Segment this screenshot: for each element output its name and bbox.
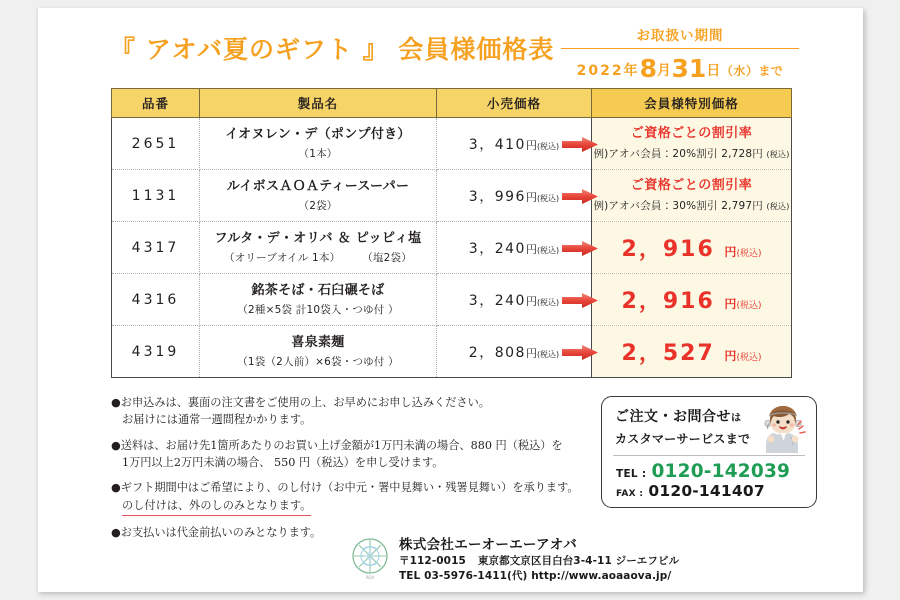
- company-postal: 〒112-0015: [399, 554, 466, 567]
- contact-tel-line: [616, 461, 816, 482]
- table-row: [112, 274, 792, 326]
- column-header-name: 製品名: [200, 89, 437, 118]
- table-row: [112, 222, 792, 274]
- tax-note: (税込): [536, 141, 560, 151]
- member-discount-example: 例)アオバ会員：20%割引 2,728円 (税込): [593, 147, 790, 160]
- cell-product-name: [200, 274, 437, 326]
- period-day: 31: [671, 54, 707, 83]
- cell-product-code: 4319: [112, 326, 200, 378]
- customer-service-operator-icon: [757, 401, 809, 453]
- contact-numbers: [602, 456, 816, 501]
- tax-note: (税込): [736, 301, 762, 311]
- contact-fax-line: [616, 482, 816, 501]
- cell-product-name: [200, 326, 437, 378]
- cell-product-name: [200, 170, 437, 222]
- cell-member-price: [592, 222, 792, 274]
- product-name: ルイボスＡＯＡティースーパー: [226, 179, 410, 195]
- svg-text:AOA: AOA: [365, 575, 375, 580]
- note-line-primary: ●送料は、お届け先1箇所あたりのお買い上げ金額が1万円未満の場合、880 円（税込）を: [111, 438, 563, 452]
- notes-list: [111, 394, 591, 550]
- contact-heading-particle: は: [731, 413, 742, 424]
- cell-member-price: [592, 326, 792, 378]
- period-month-unit: 月: [657, 63, 672, 79]
- column-header-member: 会員様特別価格: [592, 89, 792, 118]
- company-info: [399, 536, 679, 583]
- member-price: 2，527 円(税込): [621, 341, 762, 366]
- cell-product-code: 2651: [112, 118, 200, 170]
- note-item: [111, 437, 591, 472]
- period-suffix: まで: [758, 64, 784, 78]
- yen-unit: 円: [525, 346, 537, 360]
- table-row: [112, 118, 792, 170]
- handling-period-block: [555, 24, 805, 83]
- product-name: フルタ・デ・オリバ ＆ ピッピィ塩: [214, 231, 422, 247]
- tax-note: (税込): [536, 193, 560, 203]
- note-line-primary: ●お支払いは代金前払いのみとなります。: [111, 526, 322, 540]
- note-item: [111, 479, 591, 516]
- tax-note: (税込): [736, 249, 762, 259]
- table-header-row: [112, 89, 792, 118]
- product-sub-description: （オリーブオイル 1本） （塩2袋）: [224, 251, 412, 264]
- tax-note: (税込): [766, 201, 790, 211]
- contact-tel-number[interactable]: 0120-142039: [651, 461, 791, 482]
- note-line-secondary: のし付けは、外のしのみとなります。: [111, 497, 591, 516]
- period-year: 2022年: [576, 63, 640, 79]
- period-day-unit: 日: [706, 63, 721, 79]
- company-address: [399, 554, 679, 569]
- contact-tel-label: TEL :: [616, 468, 647, 480]
- yen-unit: 円: [724, 349, 737, 363]
- company-logo-icon: [348, 536, 392, 582]
- price-table: [111, 88, 792, 378]
- yen-unit: 円: [525, 138, 537, 152]
- handling-period-date: [555, 54, 805, 83]
- contact-box: [601, 396, 817, 508]
- price-table-body: [112, 118, 792, 378]
- table-row: [112, 326, 792, 378]
- note-line-secondary: お届けには通常一週間程かかります。: [122, 413, 312, 427]
- member-price: 2，916 円(税込): [621, 237, 762, 262]
- price-list-page: [37, 8, 863, 592]
- cell-product-code: 4317: [112, 222, 200, 274]
- product-name: イオヌレン・デ（ポンプ付き）: [225, 127, 411, 143]
- cell-product-name: [200, 222, 437, 274]
- cell-member-price: [592, 274, 792, 326]
- page-header: [38, 24, 863, 86]
- tax-note: (税込): [766, 149, 790, 159]
- tax-note: (税込): [536, 349, 560, 359]
- arrow-right-icon: [562, 293, 598, 308]
- contact-heading-area: [602, 397, 816, 455]
- product-name: 銘茶そば・石臼碾そば: [251, 283, 385, 299]
- yen-unit: 円: [525, 242, 537, 256]
- column-header-code: 品番: [112, 89, 200, 118]
- arrow-right-icon: [562, 241, 598, 256]
- yen-unit: 円: [525, 294, 537, 308]
- column-header-retail: 小売価格: [437, 89, 592, 118]
- handling-period-divider: [561, 48, 799, 49]
- retail-price: 2，808円(税込): [468, 344, 560, 361]
- footer: [348, 536, 679, 583]
- note-item: [111, 394, 591, 429]
- member-price: 2，916 円(税込): [621, 289, 762, 314]
- retail-price: 3，410円(税込): [468, 136, 560, 153]
- contact-fax-number: 0120-141407: [648, 482, 765, 501]
- arrow-right-icon: [562, 345, 598, 360]
- tax-note: (税込): [536, 297, 560, 307]
- company-street-address: 東京都文京区目白台3-4-11 ジーエフビル: [477, 554, 680, 567]
- cell-member-price: [592, 118, 792, 170]
- cell-member-price: [592, 170, 792, 222]
- product-name: 喜泉素麺: [291, 335, 345, 351]
- handling-period-label: お取扱い期間: [636, 28, 724, 44]
- yen-unit: 円: [724, 245, 737, 259]
- company-name: 株式会社エーオーエーアオバ: [399, 537, 578, 553]
- product-sub-description: （1袋（2人前）×6袋・つゆ付 ）: [237, 355, 399, 368]
- note-line-secondary: 1万円以上2万円未満の場合、 550 円（税込）を申し受けます。: [122, 456, 444, 470]
- member-discount-example: 例)アオバ会員：30%割引 2,797円 (税込): [593, 199, 790, 212]
- yen-unit: 円: [525, 190, 537, 204]
- cell-product-name: [200, 118, 437, 170]
- tax-note: (税込): [736, 353, 762, 363]
- arrow-right-icon: [562, 189, 598, 204]
- retail-price: 3，996円(税込): [468, 188, 560, 205]
- member-discount-title: ご資格ごとの割引率: [630, 126, 753, 142]
- product-sub-description: （2種×5袋 計10袋入・つゆ付 ）: [237, 303, 399, 316]
- tax-note: (税込): [536, 245, 560, 255]
- note-line-primary: ●ギフト期間中はご希望により、のし付け（お中元・署中見舞い・残署見舞い）を承ります。: [111, 481, 579, 495]
- contact-fax-label: FAX :: [616, 489, 644, 500]
- retail-price: 3，240円(税込): [468, 292, 560, 309]
- page-title: 『 アオバ夏のギフト 』 会員様価格表: [110, 35, 555, 64]
- contact-heading-text: ご注文・お問合せ: [615, 409, 731, 425]
- arrow-right-icon: [562, 137, 598, 152]
- product-sub-description: （1本）: [298, 147, 338, 160]
- member-discount-title: ご資格ごとの割引率: [630, 178, 753, 194]
- period-month: 8: [639, 54, 658, 83]
- retail-price: 3，240円(税込): [468, 240, 560, 257]
- cell-product-code: 4316: [112, 274, 200, 326]
- product-sub-description: （2袋）: [298, 199, 338, 212]
- period-weekday: （水）: [720, 64, 759, 78]
- company-tel-url: TEL 03-5976-1411(代) http://www.aoaaova.jp/: [399, 569, 672, 582]
- contact-subheading: カスタマーサービスまで: [615, 432, 751, 446]
- note-line-primary: ●お申込みは、裏面の注文書をご使用の上、お早めにお申し込みください。: [111, 396, 490, 409]
- yen-unit: 円: [724, 297, 737, 311]
- cell-product-code: 1131: [112, 170, 200, 222]
- table-row: [112, 170, 792, 222]
